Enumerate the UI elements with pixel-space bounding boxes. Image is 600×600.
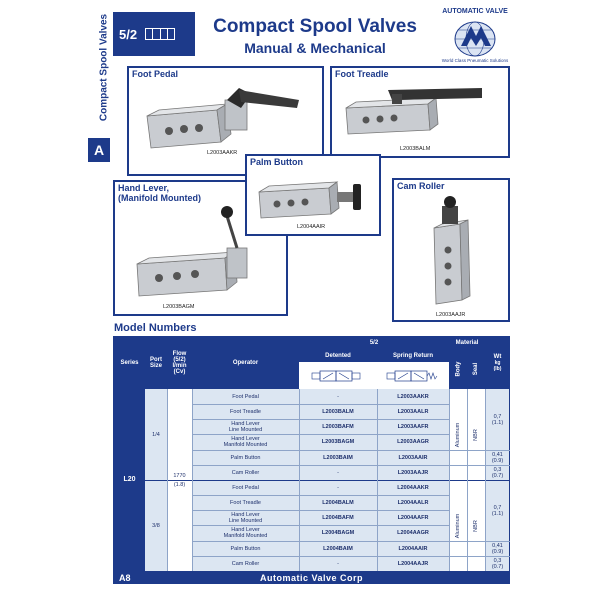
header-material: Material (449, 337, 485, 349)
model-numbers-title: Model Numbers (114, 322, 197, 334)
spring-return-model-cell: L2003AAGR (397, 439, 429, 445)
detented-model-cell: - (337, 469, 339, 476)
detented-model-cell: L2003BALM (322, 408, 354, 415)
weight-cell: 0,7 (1.1) (491, 413, 504, 426)
detented-model-cell: - (337, 393, 339, 400)
grid-line (299, 389, 300, 571)
header-detented: Detented (299, 349, 377, 362)
detented-model-cell: - (337, 560, 339, 567)
palm-button-valve-image (247, 156, 379, 234)
cam-roller-panel (392, 178, 510, 322)
header-weight: Wt kg (lb) (485, 337, 510, 389)
operator-cell: Foot Treadle (230, 408, 261, 415)
spring-return-model-cell: L2004AAFR (397, 514, 429, 521)
grid-line (192, 404, 449, 405)
company-logo (435, 8, 515, 66)
header-spring-return: Spring Return (377, 349, 449, 362)
logo-tagline: World Class Pneumatic Solutions (441, 58, 509, 63)
section-tab[interactable]: A (88, 138, 110, 162)
page-subtitle: Manual & Mechanical (244, 40, 386, 56)
panel-title: Foot Pedal (132, 69, 181, 79)
weight-cell: 0,3 (0.7) (491, 557, 504, 570)
grid-line (167, 389, 168, 571)
weight-cell: 0,41 (0.9) (491, 451, 504, 464)
body-material-cell: Aluminum (449, 480, 467, 571)
operator-cell: Hand Lever Line Mounted (228, 420, 263, 433)
page-footer (113, 572, 510, 584)
header-seal: Seal (467, 349, 485, 389)
model-code: L2004AAIR (297, 224, 326, 230)
grid-line (485, 389, 486, 571)
grid-line (192, 465, 510, 466)
spring-return-model-cell: L2004AALR (397, 499, 429, 506)
port-size-cell: 3/8 (152, 522, 160, 529)
model-code: L2003AAKR (207, 150, 238, 156)
grid-line (145, 480, 510, 481)
detented-symbol-icon (299, 362, 377, 389)
grid-line (192, 525, 449, 526)
operator-cell: Foot Treadle (230, 499, 261, 506)
grid-line (192, 495, 449, 496)
spring-return-model-cell: L2004AAJR (397, 560, 429, 567)
header-port-size: Port Size (145, 337, 167, 389)
cam-roller-valve-image (394, 180, 508, 320)
logo-brand-text: AUTOMATIC VALVE (442, 8, 508, 15)
detented-model-cell: L2003BAGM (321, 439, 355, 445)
port-size-cell: 1/4 (152, 431, 160, 438)
detented-model-cell: L2004BAGM (321, 530, 355, 536)
grid-line (192, 450, 510, 451)
detented-model-cell: L2004BALM (322, 499, 354, 506)
operator-cell: Hand Lever Manifold Mounted (223, 436, 268, 448)
page-number: A8 (119, 573, 131, 583)
detented-model-cell: - (337, 484, 339, 491)
grid-line (192, 556, 510, 557)
weight-cell: 0,7 (1.1) (491, 504, 504, 517)
header-operator: Operator (192, 337, 299, 389)
panel-title: Palm Button (250, 157, 306, 167)
model-code: L2003BALM (400, 146, 431, 152)
valve-symbol-icon (145, 28, 175, 40)
detented-model-cell: L2004BAIM (323, 545, 353, 552)
spring-return-model-cell: L2003AAFR (397, 423, 429, 430)
model-code: L2003AAJR (436, 312, 466, 318)
operator-cell: Hand Lever Line Mounted (228, 511, 263, 524)
spring-return-model-cell: L2004AAKR (397, 484, 429, 491)
valve-code-box (113, 12, 195, 56)
operator-cell: Cam Roller (231, 560, 260, 567)
operator-cell: Foot Pedal (232, 393, 259, 400)
weight-cell: 0,3 (0.7) (491, 466, 504, 479)
grid-line (192, 541, 510, 542)
header-52: 5/2 (299, 337, 449, 349)
palm-button-panel (245, 154, 381, 236)
detented-model-cell: L2004BAFM (322, 514, 354, 521)
weight-cell: 0,41 (0.9) (491, 542, 504, 555)
operator-cell: Hand Lever Manifold Mounted (223, 527, 268, 539)
model-code: L2003BAGM (163, 304, 195, 310)
header-body: Body (449, 349, 467, 389)
spring-return-model-cell: L2004AAGR (397, 530, 429, 536)
grid-line (449, 389, 450, 571)
panel-title: Hand Lever, (Manifold Mounted) (118, 183, 204, 203)
flow-cell: 1770 (1.8) (167, 389, 192, 571)
operator-cell: Cam Roller (231, 469, 260, 476)
panel-title: Foot Treadle (335, 69, 392, 79)
grid-line (192, 434, 449, 435)
spring-return-symbol-icon (377, 362, 449, 389)
spring-return-model-cell: L2003AAJR (397, 469, 429, 476)
side-section-label: Compact Spool Valves (98, 13, 110, 122)
spring-return-model-cell: L2003AAKR (397, 393, 429, 400)
seal-material-cell: NBR (467, 480, 485, 571)
seal-material-cell: NBR (467, 389, 485, 480)
model-numbers-table (113, 336, 510, 572)
panel-title: Cam Roller (397, 181, 448, 191)
operator-cell: Foot Pedal (232, 484, 259, 491)
detented-model-cell: L2003BAFM (322, 423, 354, 430)
grid-line (192, 419, 449, 420)
valve-code: 5/2 (119, 26, 138, 42)
operator-cell: Palm Button (230, 454, 261, 461)
grid-line (192, 510, 449, 511)
series-cell: L20 (114, 389, 145, 571)
page-title: Compact Spool Valves (213, 16, 417, 37)
body-material-cell: Aluminum (449, 389, 467, 480)
grid-line (377, 389, 378, 571)
detented-model-cell: L2003BAIM (323, 454, 353, 461)
spring-return-model-cell: L2003AAIR (398, 454, 428, 461)
operator-cell: Palm Button (230, 545, 261, 552)
header-series: Series (114, 337, 145, 389)
foot-treadle-valve-image (332, 68, 508, 156)
grid-line (467, 389, 468, 571)
foot-treadle-panel (330, 66, 510, 158)
spring-return-model-cell: L2003AALR (397, 408, 429, 415)
spring-return-model-cell: L2004AAIR (398, 545, 428, 552)
grid-line (192, 389, 193, 571)
header-flow: Flow (5/2) l/min (Cv) (167, 337, 192, 389)
company-name: Automatic Valve Corp (259, 573, 364, 583)
